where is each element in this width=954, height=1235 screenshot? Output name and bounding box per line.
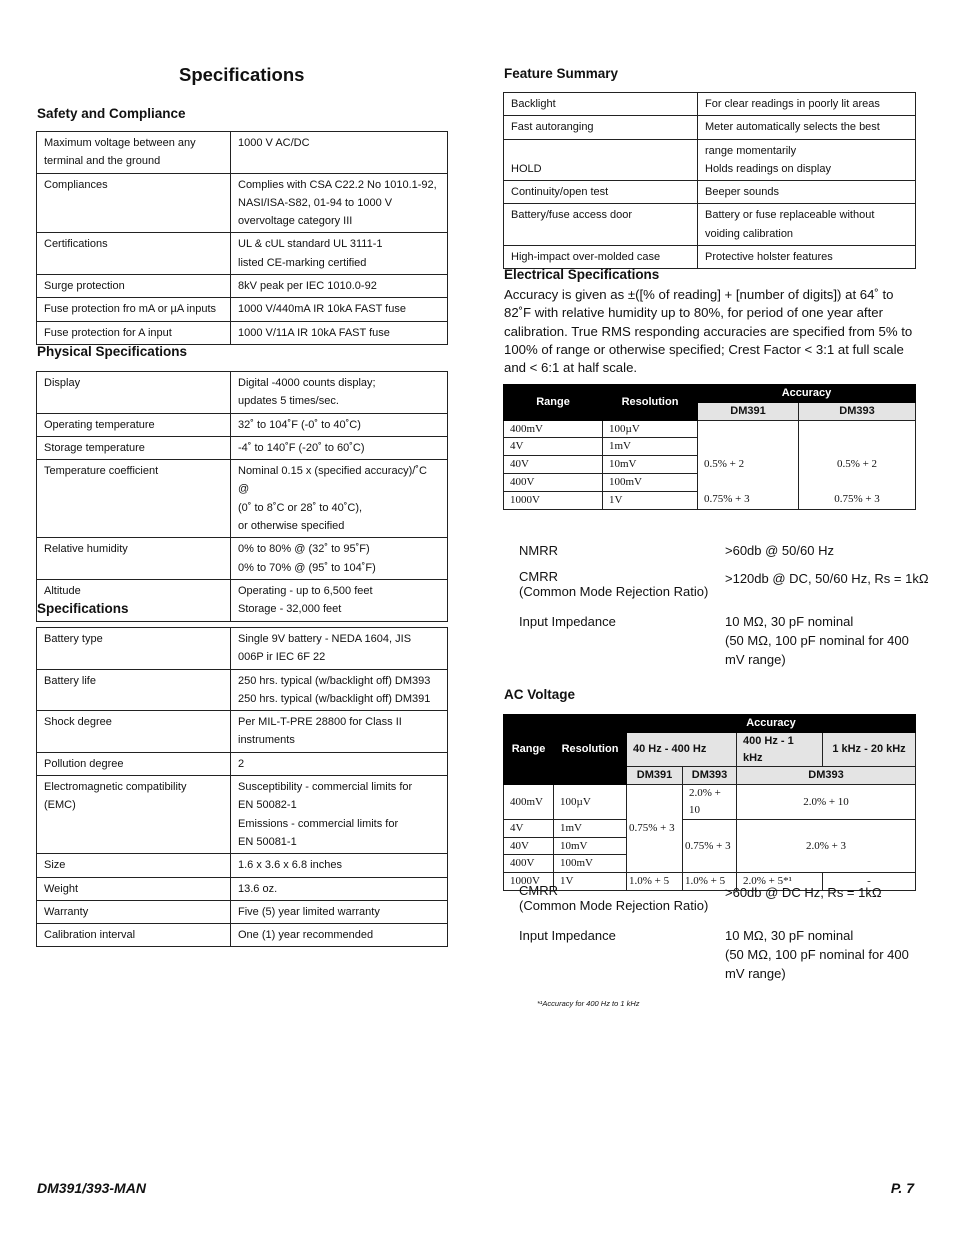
dm393-f2-r5-accuracy: 2.0% + 5*¹: [737, 873, 823, 891]
nmrr-value: >60db @ 50/60 Hz: [725, 543, 834, 558]
label-cell: Certifications: [37, 233, 231, 275]
table-row: [37, 711, 448, 753]
ac-footnote: *¹Accuracy for 400 Hz to 1 kHz: [537, 999, 640, 1008]
nmrr-label: NMRR: [519, 543, 558, 558]
value-cell: Battery or fuse replaceable without voiding calibration: [698, 204, 916, 246]
table-row: [504, 785, 916, 820]
table-row: [37, 628, 448, 670]
header-40hz-400hz: 40 Hz - 400 Hz: [627, 732, 737, 767]
value-cell: 2: [231, 752, 448, 775]
table-row: [504, 819, 916, 837]
value-cell: Meter automatically selects the best: [698, 116, 916, 139]
value-cell: Five (5) year limited warranty: [231, 900, 448, 923]
dm391-r5-accuracy: 1.0% + 5: [627, 873, 683, 891]
table-row: [37, 752, 448, 775]
value-cell: Per MIL-T-PRE 28800 for Class II instruments: [231, 711, 448, 753]
header-dm391: DM391: [627, 767, 683, 785]
range-cell: 400mV: [504, 785, 554, 820]
dm393-mid-accuracy: 0.75% + 3: [683, 819, 737, 872]
table-row: [504, 116, 916, 139]
table-row: [37, 460, 448, 538]
label-cell: Battery life: [37, 669, 231, 711]
label-cell: Warranty: [37, 900, 231, 923]
range-cell: 400V: [504, 855, 554, 873]
value-cell: 8kV peak per IEC 1010.0-92: [231, 275, 448, 298]
ac-heading: AC Voltage: [504, 687, 576, 702]
range-cell: 4V: [504, 438, 603, 456]
label-cell: Relative humidity: [37, 538, 231, 580]
resolution-cell: 1mV: [554, 819, 627, 837]
table-row: [37, 669, 448, 711]
dm391-accuracy-b: 0.75% + 3: [704, 493, 750, 506]
range-cell: 1000V: [504, 491, 603, 509]
header-range: Range: [504, 385, 603, 421]
value-cell: One (1) year recommended: [231, 924, 448, 947]
table-row: [504, 93, 916, 116]
label-cell: Battery/fuse access door: [504, 204, 698, 246]
header-dm393: DM393: [799, 402, 916, 420]
label-cell: Temperature coefficient: [37, 460, 231, 538]
value-cell: Single 9V battery - NEDA 1604, JIS 006P ir IEC 6F 22: [231, 628, 448, 670]
value-cell: Nominal 0.15 x (specified accuracy)/˚C @ (0˚ to 8˚C or 28˚ to 40˚C), or otherwise specified: [231, 460, 448, 538]
value-cell: 250 hrs. typical (w/backlight off) DM393 250 hrs. typical (w/backlight off) DM391: [231, 669, 448, 711]
value-cell: For clear readings in poorly lit areas: [698, 93, 916, 116]
cmrr-value: >120db @ DC, 50/60 Hz, Rs = 1kΩ: [725, 571, 929, 586]
header-dm393-high: DM393: [737, 767, 916, 785]
cmrr-label: CMRR (Common Mode Rejection Ratio): [519, 569, 709, 599]
value-cell: 1000 V/440mA IR 10kA FAST fuse: [231, 298, 448, 321]
resolution-cell: 100mV: [554, 855, 627, 873]
footer-doc-id: DM391/393-MAN: [37, 1180, 146, 1196]
value-cell: 32˚ to 104˚F (-0˚ to 40˚C): [231, 413, 448, 436]
table-row: [37, 413, 448, 436]
table-row: [37, 877, 448, 900]
label-cell: Fuse protection fro mA or µA inputs: [37, 298, 231, 321]
table-row: [37, 233, 448, 275]
dm393-r5-accuracy: 1.0% + 5: [683, 873, 737, 891]
dm393-high-r1-accuracy: 2.0% + 10: [737, 785, 916, 820]
table-row: [37, 132, 448, 174]
header-resolution: Resolution: [603, 385, 698, 421]
value-cell: 1000 V/11A IR 10kA FAST fuse: [231, 321, 448, 344]
resolution-cell: 10mV: [554, 837, 627, 855]
header-1khz-20khz: 1 kHz - 20 kHz: [823, 732, 916, 767]
table-row: [504, 204, 916, 246]
dm393-accuracy-a: 0.5% + 2: [836, 457, 878, 470]
value-cell: -4˚ to 140˚F (-20˚ to 60˚C): [231, 436, 448, 459]
value-cell: Protective holster features: [698, 246, 916, 269]
table-row: [504, 420, 916, 438]
physical-heading: Physical Specifications: [37, 344, 188, 359]
value-cell: Complies with CSA C22.2 No 1010.1-92, NASI/ISA-S82, 01-94 to 1000 V overvoltage category III: [231, 173, 448, 233]
dm391-mid-accuracy: 0.75% + 3: [627, 785, 683, 873]
range-cell: 400V: [504, 473, 603, 491]
header-range: Range: [504, 715, 554, 785]
label-cell: HOLD: [504, 139, 698, 181]
electrical-body: Accuracy is given as ±([% of reading] + [number of digits]) at 64˚ to 82˚F with relative humidity up to 80%, for period of one year after calibration. True RMS responding accuracies are specified from 5% to 100% of range or otherwise specified; Crest Factor < 3:1 at full scale and < 6:1 at half scale.: [504, 287, 913, 376]
resolution-cell: 1mV: [603, 438, 698, 456]
table-row: [504, 139, 916, 181]
range-cell: 1000V: [504, 873, 554, 891]
table-row: [37, 275, 448, 298]
header-dm393: DM393: [683, 767, 737, 785]
range-cell: 40V: [504, 456, 603, 474]
table-row: [37, 321, 448, 344]
header-dm391: DM391: [698, 402, 799, 420]
ac-input-impedance-label: Input Impedance: [519, 928, 616, 943]
page-title: Specifications: [179, 64, 305, 85]
resolution-cell: 1V: [603, 491, 698, 509]
features-table: [503, 92, 916, 269]
resolution-cell: 100mV: [603, 473, 698, 491]
table-row: [37, 776, 448, 854]
label-cell: Compliances: [37, 173, 231, 233]
header-resolution: Resolution: [554, 715, 627, 785]
electrical-heading: Electrical Specifications: [504, 267, 660, 282]
resolution-cell: 100µV: [603, 420, 698, 438]
specs-heading: Specifications: [37, 601, 129, 616]
label-cell: Pollution degree: [37, 752, 231, 775]
resolution-cell: 10mV: [603, 456, 698, 474]
dm393-f3-r5-accuracy: -: [823, 873, 916, 891]
table-row: [37, 173, 448, 233]
safety-heading: Safety and Compliance: [37, 106, 186, 121]
label-cell: Display: [37, 372, 231, 414]
label-cell: Weight: [37, 877, 231, 900]
table-row: [37, 924, 448, 947]
table-row: [504, 246, 916, 269]
header-accuracy: Accuracy: [698, 385, 916, 403]
physical-table: [36, 371, 448, 622]
table-row: [37, 436, 448, 459]
value-cell: 13.6 oz.: [231, 877, 448, 900]
ac-accuracy-table: [503, 714, 916, 891]
resolution-cell: 1V: [554, 873, 627, 891]
range-cell: 4V: [504, 819, 554, 837]
label-cell: Operating temperature: [37, 413, 231, 436]
electrical-accuracy-table: [503, 384, 916, 510]
label-cell: Fuse protection for A input: [37, 321, 231, 344]
label-cell: Continuity/open test: [504, 181, 698, 204]
table-row: [37, 854, 448, 877]
header-accuracy: Accuracy: [627, 715, 916, 733]
dm391-accuracy-cell: [698, 420, 799, 509]
table-row: [37, 900, 448, 923]
value-cell: Beeper sounds: [698, 181, 916, 204]
input-impedance-value: 10 MΩ, 30 pF nominal (50 MΩ, 100 pF nominal for 400 mV range): [725, 614, 909, 667]
table-row: [37, 538, 448, 580]
footer-page-number: P. 7: [890, 1180, 914, 1196]
header-400hz-1khz: 400 Hz - 1 kHz: [737, 732, 823, 767]
dm391-accuracy-a: 0.5% + 2: [704, 457, 745, 470]
safety-table: [36, 131, 448, 345]
value-cell: 1000 V AC/DC: [231, 132, 448, 174]
value-cell: 1.6 x 3.6 x 6.8 inches: [231, 854, 448, 877]
value-cell: range momentarily Holds readings on display: [698, 139, 916, 181]
ac-input-impedance-value: 10 MΩ, 30 pF nominal (50 MΩ, 100 pF nominal for 400 mV range): [725, 928, 909, 981]
dm393-r1-accuracy: 2.0% + 10: [683, 785, 737, 820]
label-cell: Storage temperature: [37, 436, 231, 459]
ac-cmrr-value: >60db @ DC Hz, Rs = 1kΩ: [725, 885, 882, 900]
value-cell: Digital -4000 counts display; updates 5 times/sec.: [231, 372, 448, 414]
range-cell: 400mV: [504, 420, 603, 438]
dm393-high-mid-accuracy: 2.0% + 3: [737, 819, 916, 872]
value-cell: Susceptibility - commercial limits for EN 50082-1 Emissions - commercial limits for EN 50081-1: [231, 776, 448, 854]
features-heading: Feature Summary: [504, 66, 619, 81]
dm393-accuracy-cell: [799, 420, 916, 509]
value-cell: UL & cUL standard UL 3111-1 listed CE-marking certified: [231, 233, 448, 275]
label-cell: Fast autoranging: [504, 116, 698, 139]
label-cell: Surge protection: [37, 275, 231, 298]
resolution-cell: 100µV: [554, 785, 627, 820]
label-cell: High-impact over-molded case: [504, 246, 698, 269]
table-row: [37, 372, 448, 414]
label-cell: Size: [37, 854, 231, 877]
label-cell: Altitude: [37, 579, 231, 621]
dm393-accuracy-b: 0.75% + 3: [834, 493, 880, 506]
label-cell: Backlight: [504, 93, 698, 116]
input-impedance-label: Input Impedance: [519, 614, 616, 629]
table-row: [504, 181, 916, 204]
label-cell: Calibration interval: [37, 924, 231, 947]
value-cell: 0% to 80% @ (32˚ to 95˚F) 0% to 70% @ (95˚ to 104˚F): [231, 538, 448, 580]
label-cell: Electromagnetic compatibility (EMC): [37, 776, 231, 854]
label-cell: Shock degree: [37, 711, 231, 753]
label-cell: Battery type: [37, 628, 231, 670]
value-cell: Operating - up to 6,500 feet Storage - 32,000 feet: [231, 579, 448, 621]
label-cell: Maximum voltage between any terminal and the ground: [37, 132, 231, 174]
specs-table: [36, 627, 448, 947]
ac-cmrr-label: CMRR (Common Mode Rejection Ratio): [519, 883, 709, 913]
range-cell: 40V: [504, 837, 554, 855]
table-row: [37, 298, 448, 321]
